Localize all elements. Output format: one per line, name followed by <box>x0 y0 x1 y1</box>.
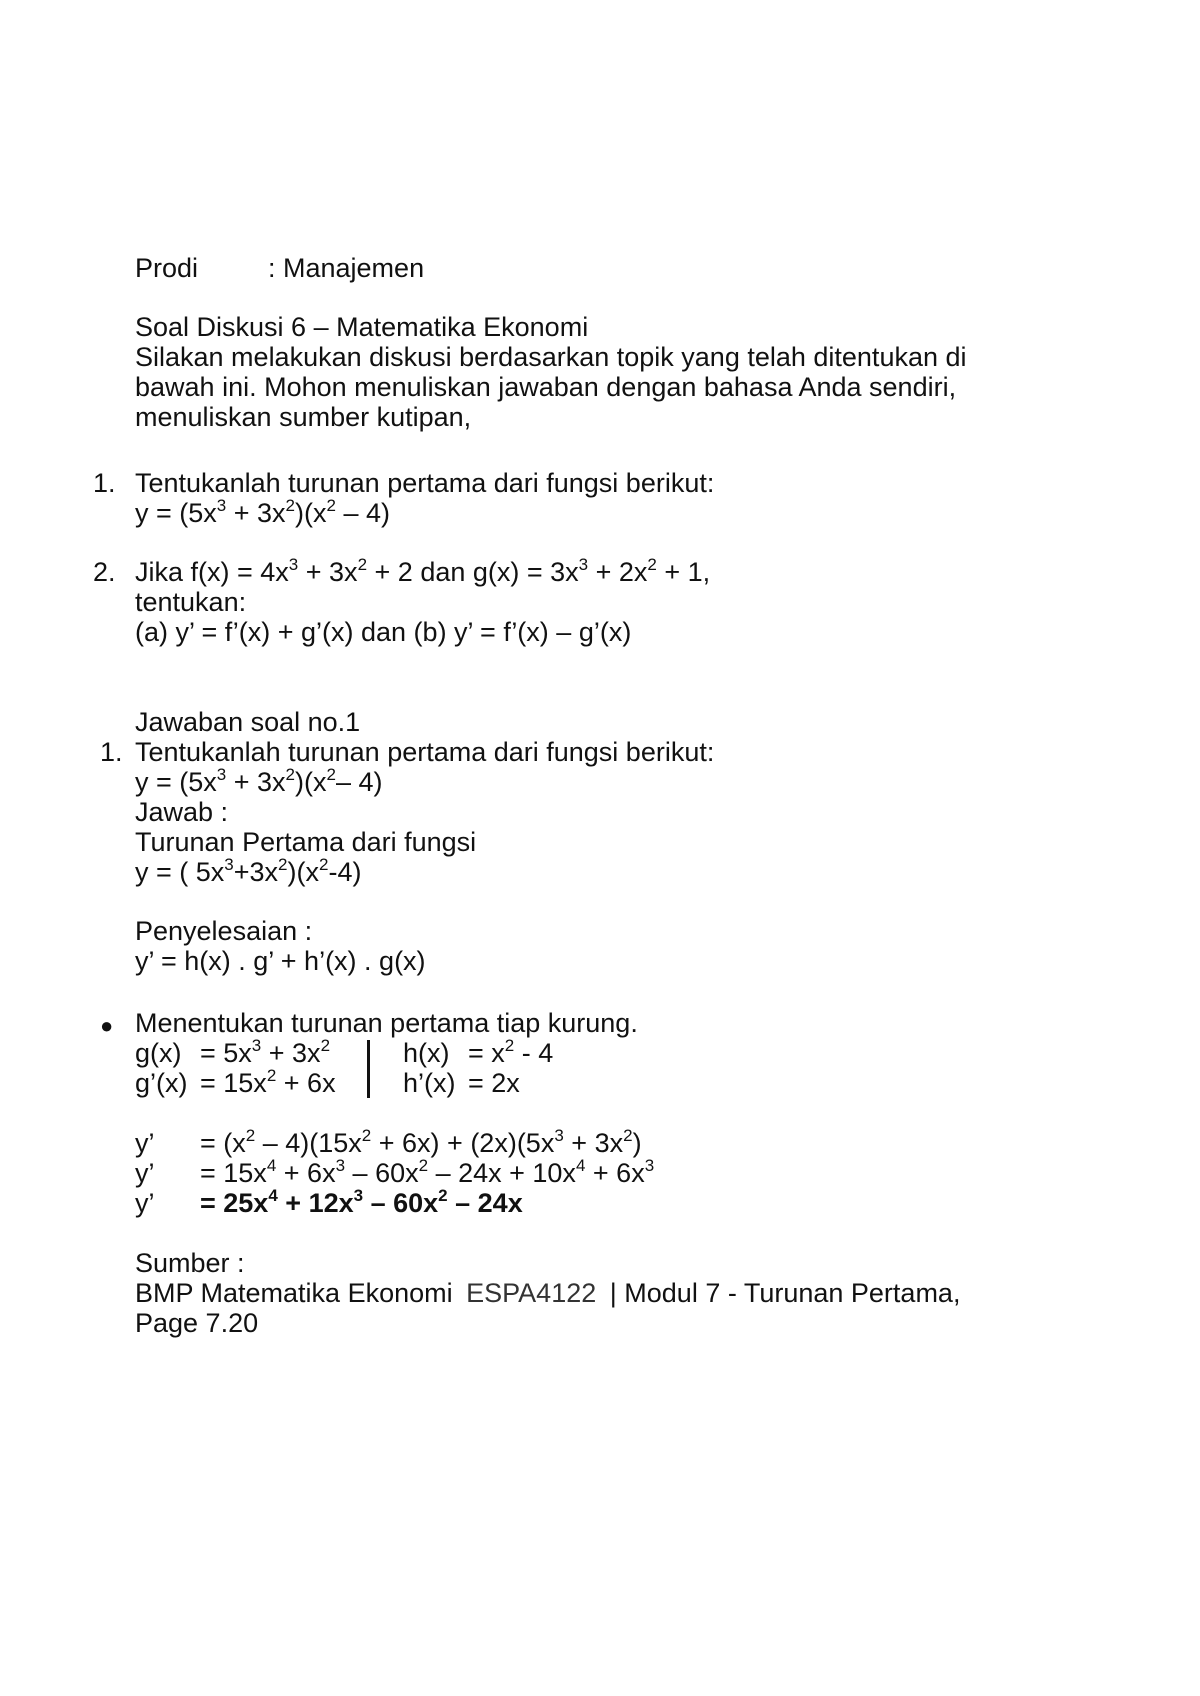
question-1-text: Tentukanlah turunan pertama dari fungsi berikut: <box>135 468 715 498</box>
question-2-tentukan: tentukan: <box>135 587 247 617</box>
y-prime-label-1: y’ <box>135 1128 155 1158</box>
h-label: h(x) <box>403 1038 450 1068</box>
h-prime-value: = 2x <box>468 1068 520 1098</box>
g-label: g(x) <box>135 1038 182 1068</box>
answer-jawab: Jawab : <box>135 797 229 827</box>
source-reference <box>135 1277 960 1310</box>
question-2-parts: (a) y’ = f’(x) + g’(x) dan (b) y’ = f’(x) – g’(x) <box>135 617 632 647</box>
answer-function-restate: y = ( $5x^3+3x^2)(x^2-4)$ <box>135 855 362 887</box>
h-prime-label: h’(x) <box>403 1068 456 1098</box>
table-divider <box>367 1040 370 1098</box>
answer-function: $y = (5x^3 + 3x^2)(x^2-$ 4) <box>135 765 383 797</box>
y-prime-step-2: = $15x^4 + 6x^3 - 60x^2 - 24x + 10x^4 + 6x^3$ <box>200 1156 655 1188</box>
answer-turunan-label: Turunan Pertama dari fungsi <box>135 827 477 857</box>
source-book: BMP Matematika Ekonomi <box>135 1278 453 1308</box>
y-prime-label-2: y’ <box>135 1158 155 1188</box>
question-2-number: 2. <box>93 557 116 587</box>
g-value: = $5x^3 + 3x^2$ <box>200 1036 331 1068</box>
source-code: ESPA4122 <box>466 1278 597 1308</box>
answer-heading: Jawaban soal no.1 <box>135 707 361 737</box>
intro-line-2: bawah ini. Mohon menuliskan jawaban dengan bahasa Anda sendiri, <box>135 372 957 402</box>
answer-restate: Tentukanlah turunan pertama dari fungsi berikut: <box>135 737 715 767</box>
prodi-label: Prodi <box>135 253 199 283</box>
question-1-number: 1. <box>93 468 116 498</box>
question-1-function: $y = (5x^3 + 3x^2)(x^2 - 4)$ <box>135 496 390 528</box>
intro-line-3: menuliskan sumber kutipan, <box>135 402 472 432</box>
bullet-icon: ● <box>100 1013 114 1038</box>
intro-line-1: Silakan melakukan diskusi berdasarkan topik yang telah ditentukan di <box>135 342 967 372</box>
bullet-text: Menentukan turunan pertama tiap kurung. <box>135 1008 638 1038</box>
h-value: = $x^2 - 4$ <box>468 1036 554 1068</box>
prodi-value: : Manajemen <box>268 253 425 283</box>
g-prime-value: = $15x^2 + 6x$ <box>200 1066 336 1098</box>
g-prime-label: g’(x) <box>135 1068 188 1098</box>
discussion-title: Soal Diskusi 6 – Matematika Ekonomi <box>135 312 589 342</box>
penyelesaian-label: Penyelesaian : <box>135 916 313 946</box>
source-module: | Modul 7 - Turunan Pertama, <box>609 1278 961 1308</box>
source-label: Sumber : <box>135 1248 245 1278</box>
product-rule: y’ = h(x) . g’ + h’(x) . g(x) <box>135 946 426 976</box>
y-prime-result: = $25x^4 + 12x^3 - 60x^2 - 24x$ <box>200 1186 523 1218</box>
answer-number: 1. <box>100 737 123 767</box>
question-2-functions: Jika $f(x) = 4x^3 + 3x^2 + 2$ dan $g(x) = 3x^3 + 2x^2 + 1$, <box>135 555 711 587</box>
source-page: Page 7.20 <box>135 1308 259 1338</box>
y-prime-label-3: y’ <box>135 1188 155 1218</box>
y-prime-step-1: = $(x^2 - 4)(15x^2 + 6x) + (2x)(5x^3 + 3x^2)$ <box>200 1126 642 1158</box>
